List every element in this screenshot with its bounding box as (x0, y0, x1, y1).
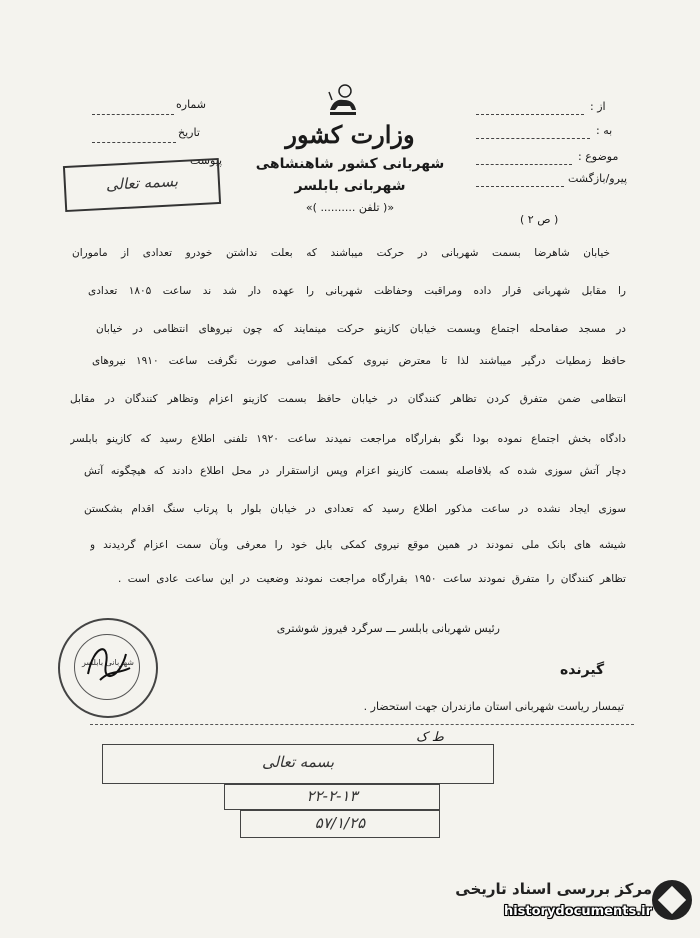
recipient-text: تیمسار ریاست شهربانی استان مازندران جهت استحضار . (363, 700, 624, 713)
date-field-line (92, 142, 176, 143)
body-line: سوزی ایجاد نشده در ساعت مذکور اطلاع رسید که تعدادی در خیابان بلوار با پرتاب سنگ اقدام بشکستن (84, 503, 626, 515)
attachment-stamp-text: بسمه تعالی (105, 172, 179, 194)
body-line: را مقابل شهربانی قرار داده ومراقبت وحفاظت شهربانی را عهده دار شد ند ساعت ۱۸۰۵ تعدادی (88, 285, 626, 297)
ministry-title: وزارت کشور (285, 120, 415, 149)
body-line: دادگاه بخش اجتماع نموده بودا نگو بفرارگاه مراجعت نمیدند ساعت ۱۹۲۰ تلفنی اطلاع رسید که کازینو بابلسر (70, 433, 626, 445)
bottom-stamp-3-text: ۵۷/۱/۲۵ (314, 814, 366, 832)
watermark-title: مرکز بررسی اسناد تاریخی (455, 880, 652, 898)
department-line-1: شهربانی کشور شاهنشاهی (255, 156, 445, 172)
attachment-label: پیوست (190, 154, 223, 167)
date-label: تاریخ (178, 126, 200, 139)
number-field-line (92, 114, 174, 115)
bottom-stamp-3 (240, 810, 440, 838)
body-line: حافظ زمطیات درگیر میباشند لذا تا معترض نیروی کمکی اقدامی صورت نگرفت ساعت ۱۹۱۰ نیروهای (92, 355, 626, 367)
bottom-stamp-2-text: ۲۲-۲-۱۳ (306, 787, 358, 805)
telephone-label: «( تلفن .......... )» (305, 201, 395, 214)
bottom-stamp-1-text: بسمه تعالی (261, 753, 335, 771)
signature-line: رئیس شهربانی بابلسر ـــ سرگرد فیروز شوشتری (276, 622, 500, 635)
watermark-url: historydocuments.ir (503, 904, 652, 919)
subject-label: موضوع : (578, 150, 619, 163)
body-line: در مسجد صفامحله اجتماع وبسمت خیابان کازینو حرکت مینمایند که چون نیروهای انتظامی در خیابان (96, 323, 626, 335)
subject-field-line (476, 164, 572, 165)
handwritten-signature-icon (80, 634, 136, 694)
to-label: به : (596, 124, 613, 137)
body-line: دچار آتش سوزی شده که بلافاصله بسمت کازینو اعزام وپس ازاستقرار در محل اطلاع دادند که هیچگونه آتش (84, 465, 626, 477)
from-label: از : (590, 100, 606, 113)
body-line: تظاهر کنندگان را متفرق نمودند ساعت ۱۹۵۰ بقرارگاه مراجعت نمودند وضعیت در این ساعت عادی است . (118, 573, 626, 585)
archive-logo-icon (652, 880, 692, 920)
body-line: شیشه های بانک ملی نمودند در همین موقع نیروی کمکی بابل خود را معرفی وبآن سمت اعزام گردیدند و (90, 539, 626, 551)
official-seal (58, 618, 158, 718)
page-number: ( ص ۲ ) (520, 213, 559, 226)
to-field-line (476, 138, 590, 139)
divider-line (90, 724, 634, 725)
archive-logo-inner (658, 886, 686, 914)
seal-text: شهربانی بابلسر (82, 658, 134, 667)
lion-and-sun-emblem-icon (326, 82, 360, 118)
handwritten-note: ط ک (416, 730, 444, 745)
bottom-stamp-1 (102, 744, 494, 784)
from-field-line (476, 114, 584, 115)
attachment-stamp (63, 158, 221, 212)
followup-label: پیرو/بازگشت (568, 172, 628, 185)
bottom-stamp-2 (224, 784, 440, 810)
followup-field-line (476, 186, 564, 187)
body-line: خیابان شاهرضا بسمت شهربانی در حرکت میباشند که بعلت نداشتن خودرو تعدادی از ماموران (72, 247, 610, 259)
body-line: انتظامی ضمن متفرق کردن تظاهر کنندگان در خیابان حافظ بسمت کازینو اعزام وتظاهر کنندگان در مقابل (70, 393, 626, 405)
number-label: شماره (176, 98, 207, 111)
recipient-label: گیرنده (560, 662, 605, 678)
department-line-2: شهربانی بابلسر (294, 178, 406, 194)
